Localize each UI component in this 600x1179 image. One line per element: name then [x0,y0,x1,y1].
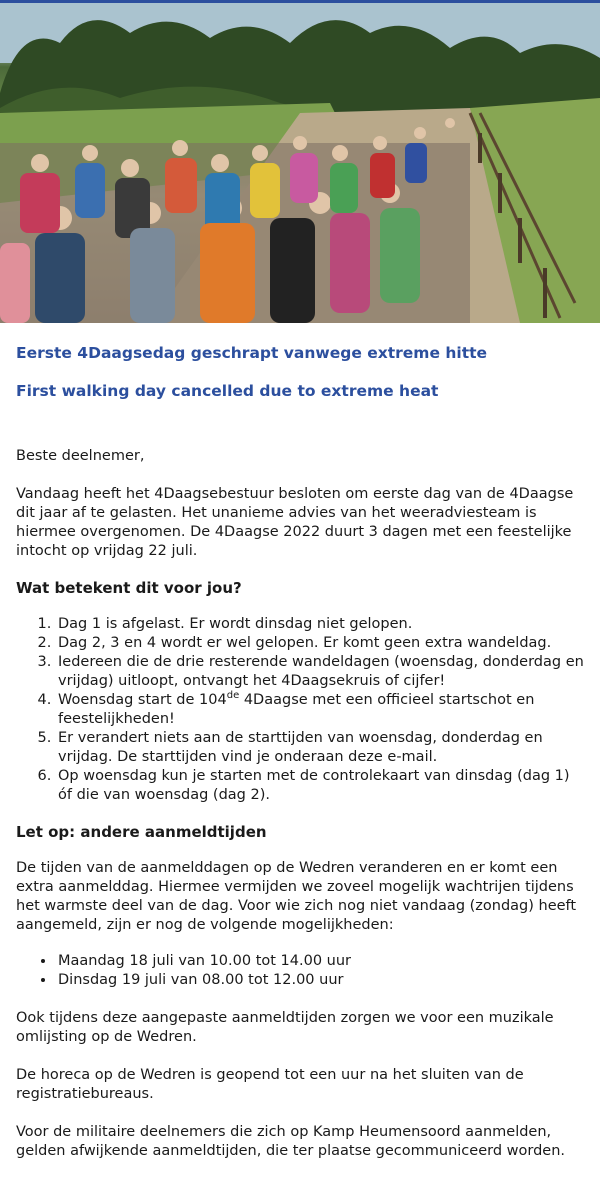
registration-times-list [16,952,584,990]
impact-list [16,615,584,805]
intro-paragraph: Vandaag heeft het 4Daagsebestuur besloten om eerste dag van de 4Daagse dit jaar af te gelasten. Het unanieme advies van het weeradviesteam is hiermee overgenomen. De 4Daagse 2022 duurt 3 dagen met een feestelijke intocht op vrijdag 22 juli. [16,486,574,559]
ordinal-suffix: de [226,690,240,701]
registration-intro-paragraph: De tijden van de aanmelddagen op de Wedren veranderen en er komt een extra aanmelddag. Hiermee vermijden we zoveel mogelijk wachtrijen tijdens het warmste deel van de dag. Voor wie zich nog niet vandaag (zondag) heeft aangemeld, zijn er nog de volgende mogelijkheden: [16,860,577,933]
music-paragraph: Ook tijdens deze aangepaste aanmeldtijden zorgen we voor een muzikale omlijsting op de Wedren. [16,1010,554,1045]
military-paragraph: Voor de militaire deelnemers die zich op Kamp Heumensoord aanmelden, gelden afwijkende aanmeldtijden, die ter plaatse gecommuniceerd worden. [16,1124,566,1159]
horeca-paragraph: De horeca op de Wedren is geopend tot een uur na het sluiten van de registratiebureaus. [16,1067,524,1102]
email-body [0,343,600,1161]
list-item [56,691,584,729]
headline-dutch: Eerste 4Daagsedag geschrapt vanwege extreme hitte [16,344,488,362]
list-item: • Dinsdag 19 juli van 08.00 tot 12.00 uur [56,971,584,990]
list-item: 1. Dag 1 is afgelast. Er wordt dinsdag niet gelopen. [56,615,584,634]
list-item: 2. Dag 2, 3 en 4 wordt er wel gelopen. Er komt geen extra wandeldag. [56,634,584,653]
list-item: 3. Iedereen die de drie resterende wandeldagen (woensdag, donderdag en vrijdag) uitloopt, ontvangt het 4Daagsekruis of cijfer! [56,653,584,691]
list-item-text: 4Daagse met een officieel startschot en feestelijkheden! [58,692,535,727]
section-heading-registration-times: Let op: andere aanmeldtijden [16,823,267,841]
list-item: 5. Er verandert niets aan de starttijden van woensdag, donderdag en vrijdag. De starttijden vind je onderaan deze e-mail. [56,729,584,767]
list-item: • Maandag 18 juli van 10.00 tot 14.00 uur [56,952,584,971]
greeting: Beste deelnemer, [16,448,145,464]
list-item: 6. Op woensdag kun je starten met de controlekaart van dinsdag (dag 1) óf die van woensdag (dag 2). [56,767,584,805]
section-heading-what-it-means: Wat betekent dit voor jou? [16,579,242,597]
list-item-text: Woensdag start de 104 [58,692,227,708]
hero-image [0,3,600,323]
headline-english: First walking day cancelled due to extreme heat [16,382,439,400]
